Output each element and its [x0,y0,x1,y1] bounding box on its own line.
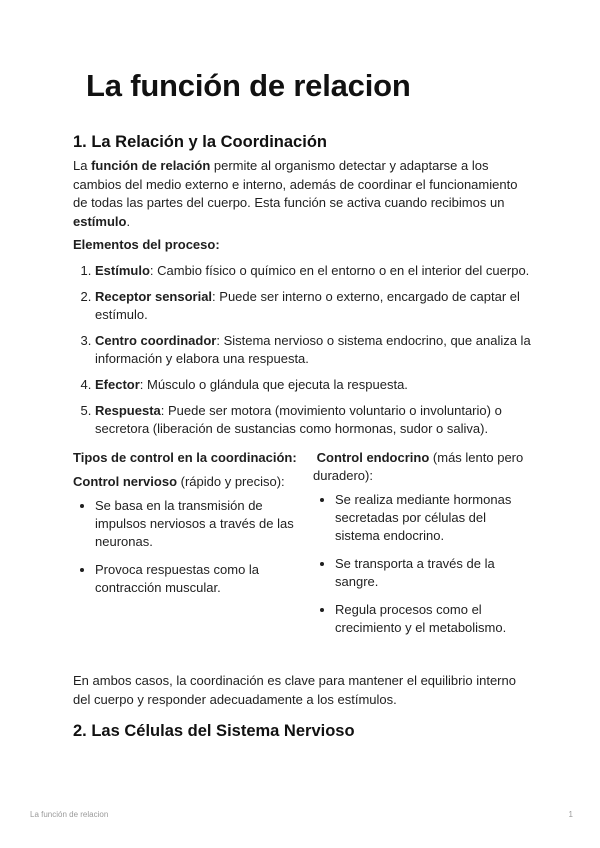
intro-text-1: La [73,158,92,173]
nervous-control-column [73,449,298,607]
section-2-heading: 2. Las Células del Sistema Nervioso [73,722,355,740]
list-item [95,288,555,324]
step-term: Respuesta [95,403,161,418]
list-item: • Regula procesos como el crecimiento y el metabolismo. [335,601,528,637]
step-desc: : Músculo o glándula que ejecuta la respuesta. [139,377,408,392]
step-desc: : Puede ser interno o externo, encargado de captar el estímulo. [95,289,520,322]
section-1-heading: 1. La Relación y la Coordinación [73,133,327,151]
endocrine-control-label: Control endocrino [316,450,430,465]
step-term: Receptor sensorial [95,289,213,304]
step-term: Centro coordinador [95,333,217,348]
intro-paragraph [73,157,533,231]
endocrine-control-column [313,449,528,647]
closing-paragraph: En ambos casos, la coordinación es clave para mantener el equilibrio interno del cuerpo y responder adecuadamente a los estímulos. [73,673,516,707]
nervous-control-bullets [73,497,298,597]
nervous-control-label: Control nervioso [73,474,178,489]
step-term: Efector [95,377,140,392]
list-item [95,332,555,368]
process-steps-list [73,262,555,446]
intro-text-2: permite al organismo detectar y adaptarse a los cambios del medio externo e interno, además de coordinar el funcionamiento de todas las partes del cuerpo. Esta función se activa cuando recibimos un [73,158,518,210]
endocrine-control-note: (más lento pero duradero): [313,450,524,483]
intro-bold-term: función de relación [91,158,211,173]
endocrine-control-title [313,449,528,485]
footer-page-number: 1 [568,810,573,819]
control-types-heading-text: Tipos de control en la coordinación: [73,450,297,465]
list-item: • Se transporta a través de la sangre. [335,555,528,591]
nervous-control-note: (rápido y preciso): [177,474,285,489]
list-item [95,262,555,280]
list-item [95,376,555,394]
elements-heading: Elementos del proceso: [73,237,220,252]
intro-bold-stimulus: estímulo [73,213,127,229]
endocrine-control-bullets [313,491,528,637]
step-term: Estímulo [95,263,150,278]
step-desc: : Puede ser motora (movimiento voluntario o involuntario) o secretora (liberación de sustancias como hormonas, sudor o saliva). [95,403,502,436]
step-desc: : Sistema nervioso o sistema endocrino, que analiza la información y elabora una respuesta. [95,333,531,366]
intro-text-3: . [126,213,131,229]
nervous-control-title [73,473,298,491]
list-item: • Se basa en la transmisión de impulsos nerviosos a través de las neuronas. [95,497,298,551]
list-item: • Provoca respuestas como la contracción muscular. [95,561,298,597]
page-title: La función de relacion [86,68,411,103]
list-item: • Se realiza mediante hormonas secretadas por células del sistema endocrino. [335,491,528,545]
step-desc: : Cambio físico o químico en el entorno o en el interior del cuerpo. [149,263,530,278]
control-types-heading [73,449,298,467]
list-item [95,402,555,438]
footer-doc-title: La función de relacion [30,810,109,819]
